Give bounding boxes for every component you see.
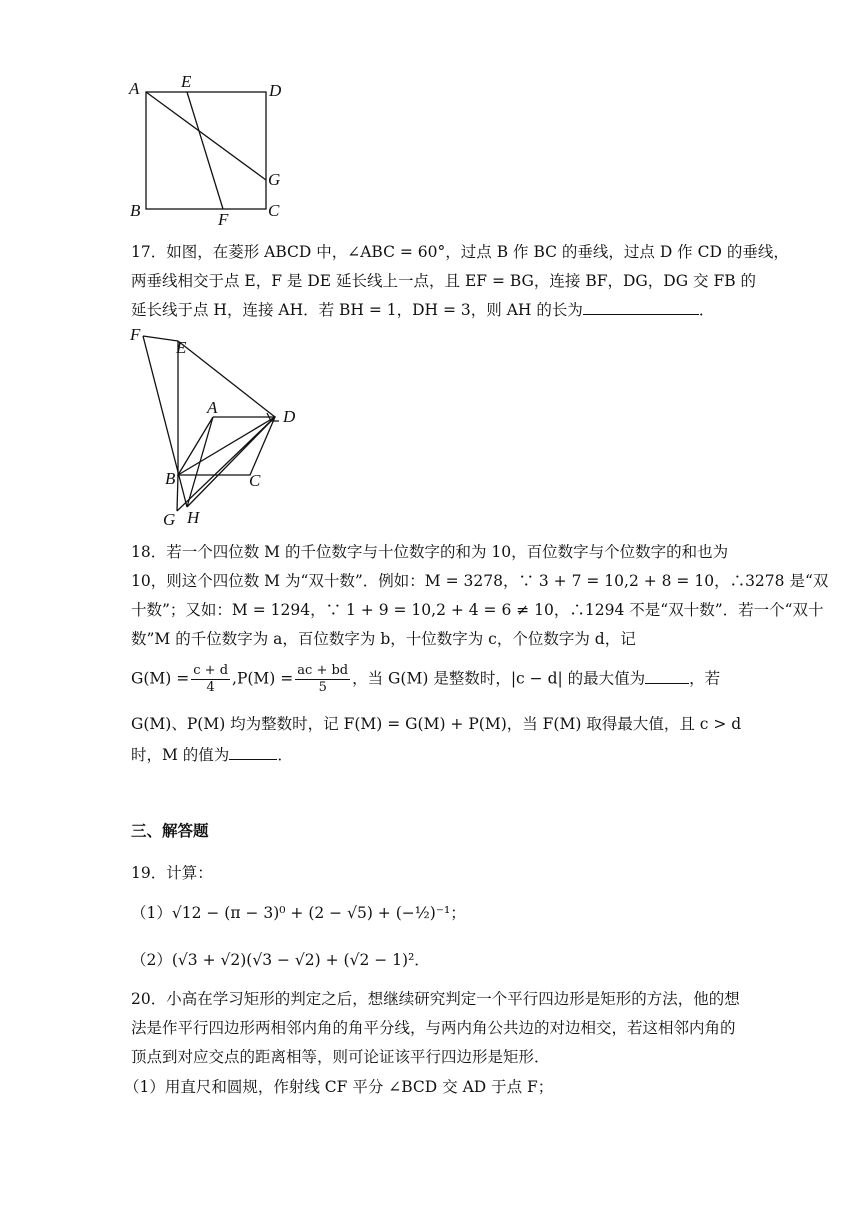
q18-line7 xyxy=(131,743,293,767)
q17-line3-text: 延长线于点 H，连接 AH．若 BH = 1，DH = 3，则 AH 的长为 xyxy=(131,301,583,319)
label-D2: D xyxy=(283,407,296,426)
frac-g-den: 4 xyxy=(206,680,215,695)
q19-part2: （2）(√3 + √2)(√3 − √2) + (√2 − 1)²． xyxy=(131,951,430,969)
q18-p-def: ,P(M) = xyxy=(232,669,294,688)
q17-line3 xyxy=(131,298,714,322)
label-D: D xyxy=(269,81,282,100)
q18-line4: 数”M 的千位数字为 a，百位数字为 b，十位数字为 c，个位数字为 d，记 xyxy=(131,630,636,648)
section-heading: 三、解答题 xyxy=(131,821,209,840)
q18-line5 xyxy=(131,663,720,696)
q20-line2: 法是作平行四边形两相邻内角的角平分线，与两内角公共边的对边相交，若这相邻内角的 xyxy=(131,1019,736,1037)
q18-line2: 10，则这个四位数 M 为“双十数”．例如：M = 3278，∵ 3 + 7 = 10,2 + 8 = 10，∴3278 是“双 xyxy=(131,572,829,590)
label-C: C xyxy=(268,201,280,220)
square-figure xyxy=(125,72,295,232)
fraction-g xyxy=(191,663,230,696)
q18-line5-text: ，当 G(M) 是整数时，|c − d| 的最大值为 xyxy=(352,669,646,688)
q18-line7-end: ． xyxy=(277,746,293,764)
q19-part1: （1）√12 − (π − 3)⁰ + (2 − √5) + (−½)⁻¹； xyxy=(131,904,466,922)
q20-line3: 顶点到对应交点的距离相等，则可论证该平行四边形是矩形． xyxy=(131,1048,550,1066)
label-F2: F xyxy=(130,325,141,344)
fraction-p xyxy=(295,663,350,696)
rhombus-figure xyxy=(125,325,315,530)
q18-g-def: G(M) = xyxy=(131,669,190,688)
q18-line1: 18．若一个四位数 M 的千位数字与十位数字的和为 10，百位数字与个位数字的和也为 xyxy=(131,543,729,561)
label-G2: G xyxy=(163,510,176,529)
q18-answer-blank-2[interactable] xyxy=(229,743,277,760)
label-C2: C xyxy=(249,471,261,490)
label-B: B xyxy=(130,201,141,220)
label-F: F xyxy=(218,210,229,229)
q17-line3-end: ． xyxy=(698,301,715,319)
q18-line6: G(M)、P(M) 均为整数时，记 F(M) = G(M) + P(M)，当 F(M) 取得最大值，且 c > d xyxy=(131,715,742,733)
q17-line1: 17．如图，在菱形 ABCD 中，∠ABC = 60°，过点 B 作 BC 的垂线，过点 D 作 CD 的垂线， xyxy=(131,243,789,261)
q17-line2: 两垂线相交于点 E，F 是 DE 延长线上一点，且 EF = BG，连接 BF，DG，DG 交 FB 的 xyxy=(131,272,757,290)
q20-line1: 20．小高在学习矩形的判定之后，想继续研究判定一个平行四边形是矩形的方法，他的想 xyxy=(131,990,740,1008)
q20-line4: （1）用直尺和圆规，作射线 CF 平分 ∠BCD 交 AD 于点 F； xyxy=(124,1078,554,1096)
frac-g-num: c + d xyxy=(193,663,229,678)
q17-answer-blank[interactable] xyxy=(583,298,699,315)
label-E2: E xyxy=(176,338,187,357)
label-A2: A xyxy=(207,398,218,417)
q18-line3: 十数”；又如：M = 1294，∵ 1 + 9 = 10,2 + 4 = 6 ≠ 10，∴1294 不是“双十数”．若一个“双十 xyxy=(131,601,824,619)
q18-line7-text: 时，M 的值为 xyxy=(131,746,230,764)
label-G: G xyxy=(268,170,281,189)
frac-p-num: ac + bd xyxy=(297,663,349,678)
frac-p-den: 5 xyxy=(318,680,327,695)
q18-answer-blank-1[interactable] xyxy=(645,667,689,684)
q18-line5-end: ，若 xyxy=(689,669,721,688)
label-A: A xyxy=(129,79,140,98)
q19-title: 19．计算： xyxy=(131,864,213,882)
label-B2: B xyxy=(165,469,176,488)
label-E: E xyxy=(181,72,192,91)
label-H2: H xyxy=(187,508,200,527)
